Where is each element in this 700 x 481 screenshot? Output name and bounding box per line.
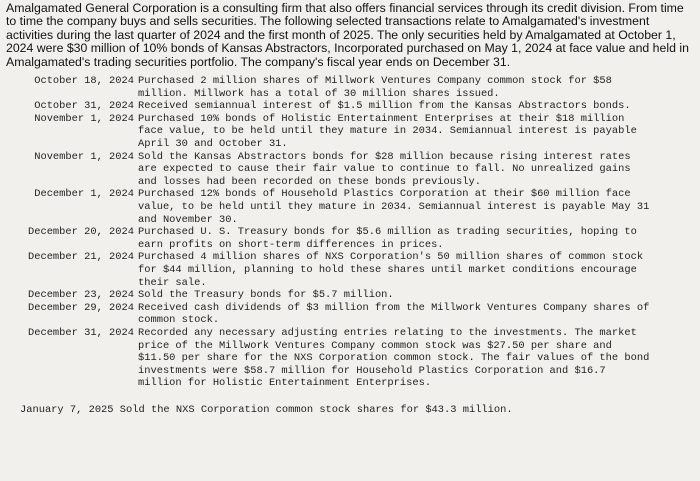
transaction-item [6,289,690,302]
transaction-date: December 29, 2024 [27,301,134,314]
transaction-list [6,75,690,416]
transaction-date: December 21, 2024 [27,251,134,264]
transaction-description: Recorded any necessary adjusting entries relating to the investments. The market price of the Millwork Ventures Company common stock was $27.50 per share and $11.50 per share for the NXS Corporation common stock. The fair values of the bond investments were $58.7 million for Household Plastics Corporation and $16.7 million for Holistic Entertainment Enterprises. [138,326,650,390]
transaction-date: December 1, 2024 [34,188,134,201]
transaction-date: November 1, 2024 [34,112,134,125]
transaction-date: December 20, 2024 [27,226,134,239]
transaction-description: Received semiannual interest of $1.5 million from the Kansas Abstractors bonds. [138,100,631,113]
transaction-date: November 1, 2024 [34,150,134,163]
transaction-item [6,302,690,327]
transaction-item [6,188,690,226]
transaction-description: Purchased 12% bonds of Household Plastics Corporation at their $60 million face value, to be held until they mature in 2034. Semiannual interest is payable May 31 and November 30. [138,188,650,226]
transaction-description: Purchased 2 million shares of Millwork Ventures Company common stock for $58 million. Millwork has a total of 30 million shares issued. [138,75,612,100]
transaction-item [6,327,690,390]
transaction-date: December 23, 2024 [27,289,134,302]
transaction-date: December 31, 2024 [27,326,134,339]
transaction-item [6,113,690,151]
transaction-description: Purchased 4 million shares of NXS Corporation's 50 million shares of common stock for $44 million, planning to hold these shares until market conditions encourage their sale. [138,251,644,289]
transaction-item [6,251,690,289]
final-transaction [6,404,690,417]
final-transaction-date: January 7, 2025 [20,403,114,416]
transaction-item [6,226,690,251]
transaction-description: Sold the Treasury bonds for $5.7 million. [138,289,394,302]
transaction-description: Purchased U. S. Treasury bonds for $5.6 million as trading securities, hoping to earn profits on short-term differences in prices. [138,226,637,251]
intro-paragraph: Amalgamated General Corporation is a consulting firm that also offers financial services through its credit division. From time to time the company buys and sells securities. The following selected transactions relate to Amalgamated's investment activities during the last quarter of 2024 and the first month of 2025. The only securities held by Amalgamated at October 1, 2024 were $30 million of 10% bonds of Kansas Abstractors, Incorporated purchased on May 1, 2024 at face value and held in Amalgamated's trading securities portfolio. The company's fiscal year ends on December 31. [6,1,689,69]
transaction-date: October 31, 2024 [34,100,134,113]
final-transaction-description: Sold the NXS Corporation common stock shares for $43.3 million. [119,403,513,416]
transaction-item [6,100,690,113]
transaction-description: Received cash dividends of $3 million from the Millwork Ventures Company shares of common stock. [138,301,650,327]
transaction-item [6,151,690,189]
transaction-item [6,75,690,100]
transaction-description: Purchased 10% bonds of Holistic Entertainment Enterprises at their $18 million face value, to be held until they mature in 2034. Semiannual interest is payable April 30 and October 31. [138,112,637,150]
transaction-date: October 18, 2024 [34,75,134,88]
transaction-description: Sold the Kansas Abstractors bonds for $28 million because rising interest rates are expected to cause their fair value to continue to fall. No unrealized gains and losses had been recorded on these bonds previously. [138,150,631,188]
